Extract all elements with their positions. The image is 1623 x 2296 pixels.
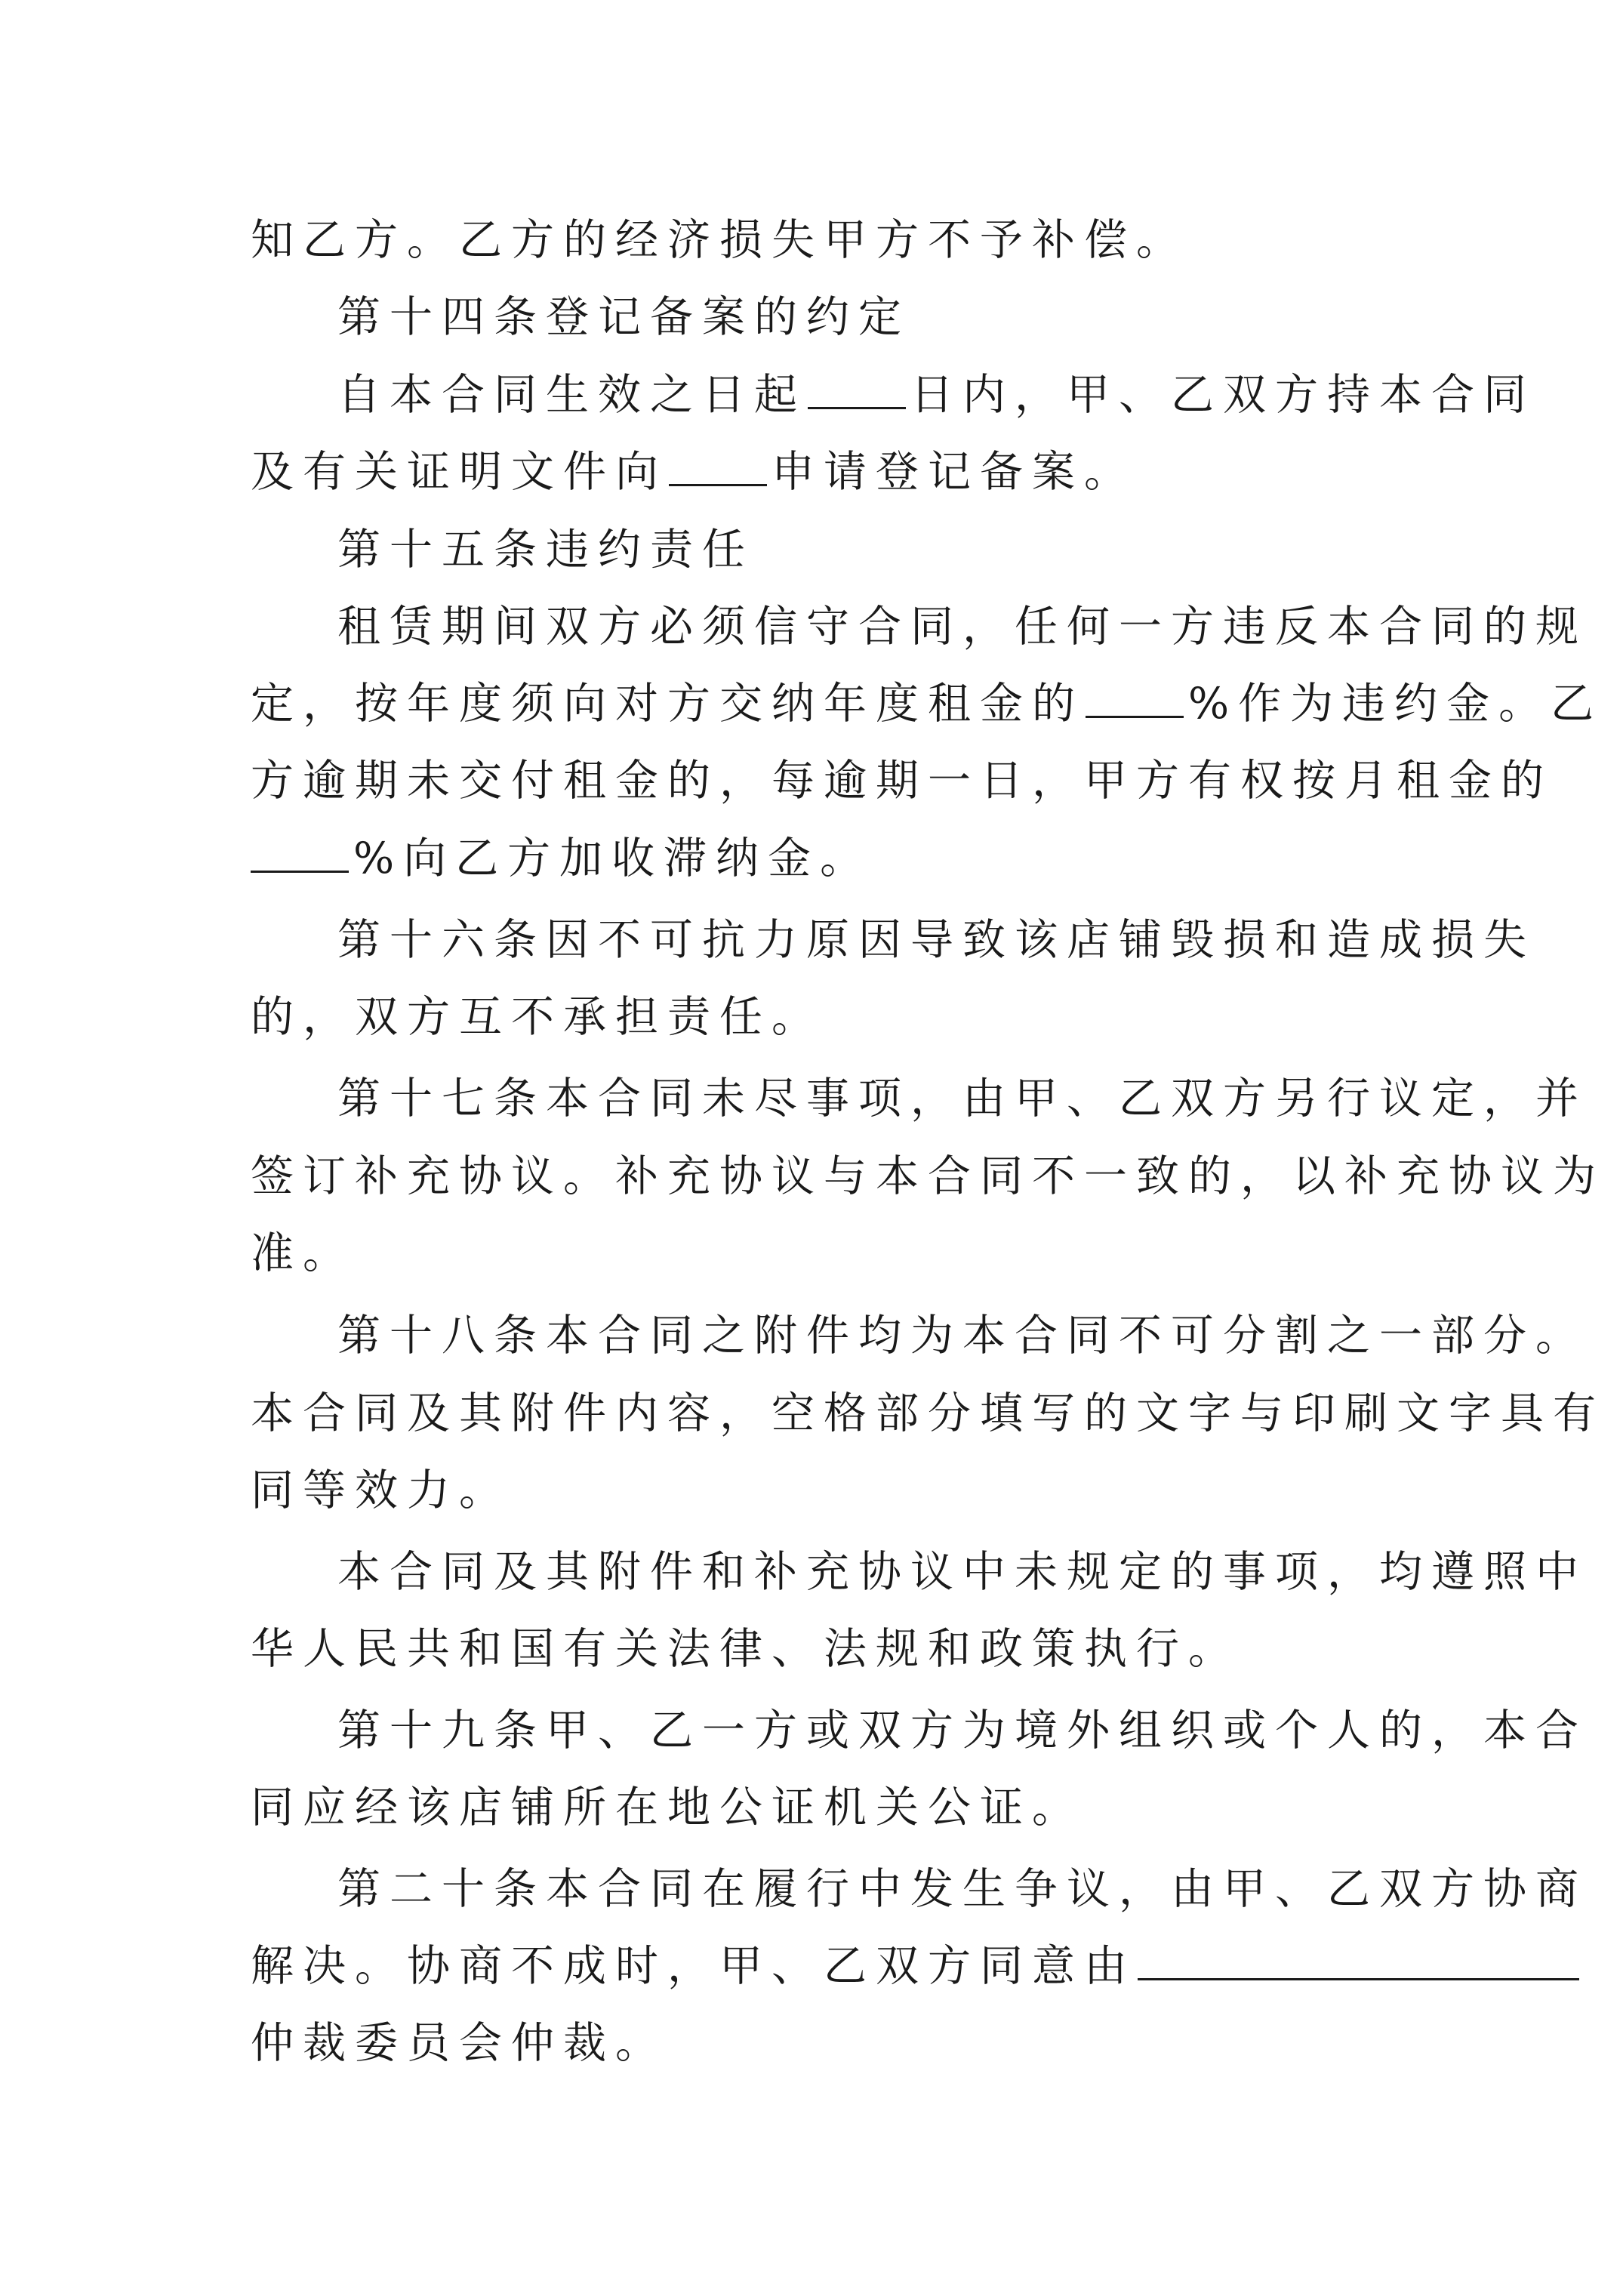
text-segment: 第十七条本合同未尽事项，由甲、乙双方另行议定，并 <box>337 1074 1588 1123</box>
text-segment: 自本合同生效之日起 <box>337 370 806 420</box>
fill-in-blank-arbitration-committee[interactable] <box>1138 1934 1579 1980</box>
text-segment: 本合同及其附件和补充协议中未规定的事项，均遵照中 <box>337 1547 1588 1597</box>
text-segment: 第十六条因不可抗力原因导致该店铺毁损和造成损失 <box>337 915 1535 965</box>
text-segment: 签订补充协议。补充协议与本合同不一致的，以补充协议为 <box>251 1151 1605 1201</box>
text-segment: 方逾期未交付租金的，每逾期一日，甲方有权按月租金的 <box>251 756 1553 806</box>
text-segment: 华人民共和国有关法律、法规和政策执行。 <box>251 1624 1240 1674</box>
text-segment: 及有关证明文件向 <box>251 447 667 497</box>
text-line <box>251 2005 667 2081</box>
text-line <box>251 202 1188 278</box>
text-line <box>337 1534 1588 1610</box>
text-line <box>251 979 824 1055</box>
text-segment: 同等效力。 <box>251 1465 511 1515</box>
text-line <box>251 1928 1584 2004</box>
text-line <box>337 1851 1588 1927</box>
heading-text: 第十四条登记备案的约定 <box>337 292 910 342</box>
text-segment: 第十八条本合同之附件均为本合同不可分割之一部分。 <box>337 1311 1588 1361</box>
text-segment: 第十九条甲、乙一方或双方为境外组织或个人的，本合 <box>337 1706 1588 1755</box>
text-segment: %向乙方加收滞纳金。 <box>353 834 873 883</box>
text-segment: 的，双方互不承担责任。 <box>251 992 824 1042</box>
section-heading-14 <box>337 279 910 355</box>
section-heading-15 <box>337 512 754 587</box>
fill-in-blank-late-fee-percent[interactable] <box>251 827 349 873</box>
text-segment: 租赁期间双方必须信守合同，任何一方违反本合同的规 <box>337 602 1588 652</box>
text-segment: 知乙方。乙方的经济损失甲方不予补偿。 <box>251 215 1188 265</box>
text-line <box>251 1611 1240 1687</box>
text-line <box>251 1770 1084 1845</box>
fill-in-blank-penalty-percent[interactable] <box>1086 672 1184 718</box>
text-segment: 同应经该店铺所在地公证机关公证。 <box>251 1783 1084 1832</box>
text-line <box>337 1061 1588 1136</box>
fill-in-blank-registry[interactable] <box>669 440 767 486</box>
text-line <box>337 1693 1588 1768</box>
text-segment: 申请登记备案。 <box>771 447 1136 497</box>
text-segment: 解决。协商不成时，甲、乙双方同意由 <box>251 1941 1136 1991</box>
fill-in-blank-days[interactable] <box>808 363 906 409</box>
text-line <box>251 743 1553 818</box>
text-line <box>251 434 1136 510</box>
text-line <box>337 902 1535 978</box>
text-line <box>251 1216 355 1291</box>
text-line <box>337 1298 1588 1373</box>
text-line <box>251 666 1603 741</box>
text-segment: 定，按年度须向对方交纳年度租金的 <box>251 679 1084 729</box>
text-line <box>251 1453 511 1528</box>
text-line <box>337 357 1535 433</box>
text-line <box>251 821 872 896</box>
text-segment: 日内，甲、乙双方持本合同 <box>910 370 1535 420</box>
text-segment: %作为违约金。乙 <box>1188 679 1603 729</box>
text-segment: 仲裁委员会仲裁。 <box>251 2018 667 2068</box>
text-line <box>337 589 1588 664</box>
text-line <box>251 1376 1605 1451</box>
text-segment: 第二十条本合同在履行中发生争议，由甲、乙双方协商 <box>337 1864 1588 1914</box>
heading-text: 第十五条违约责任 <box>337 525 754 575</box>
text-line <box>251 1139 1605 1214</box>
text-segment: 准。 <box>251 1228 355 1278</box>
text-segment: 本合同及其附件内容，空格部分填写的文字与印刷文字具有 <box>251 1388 1605 1438</box>
